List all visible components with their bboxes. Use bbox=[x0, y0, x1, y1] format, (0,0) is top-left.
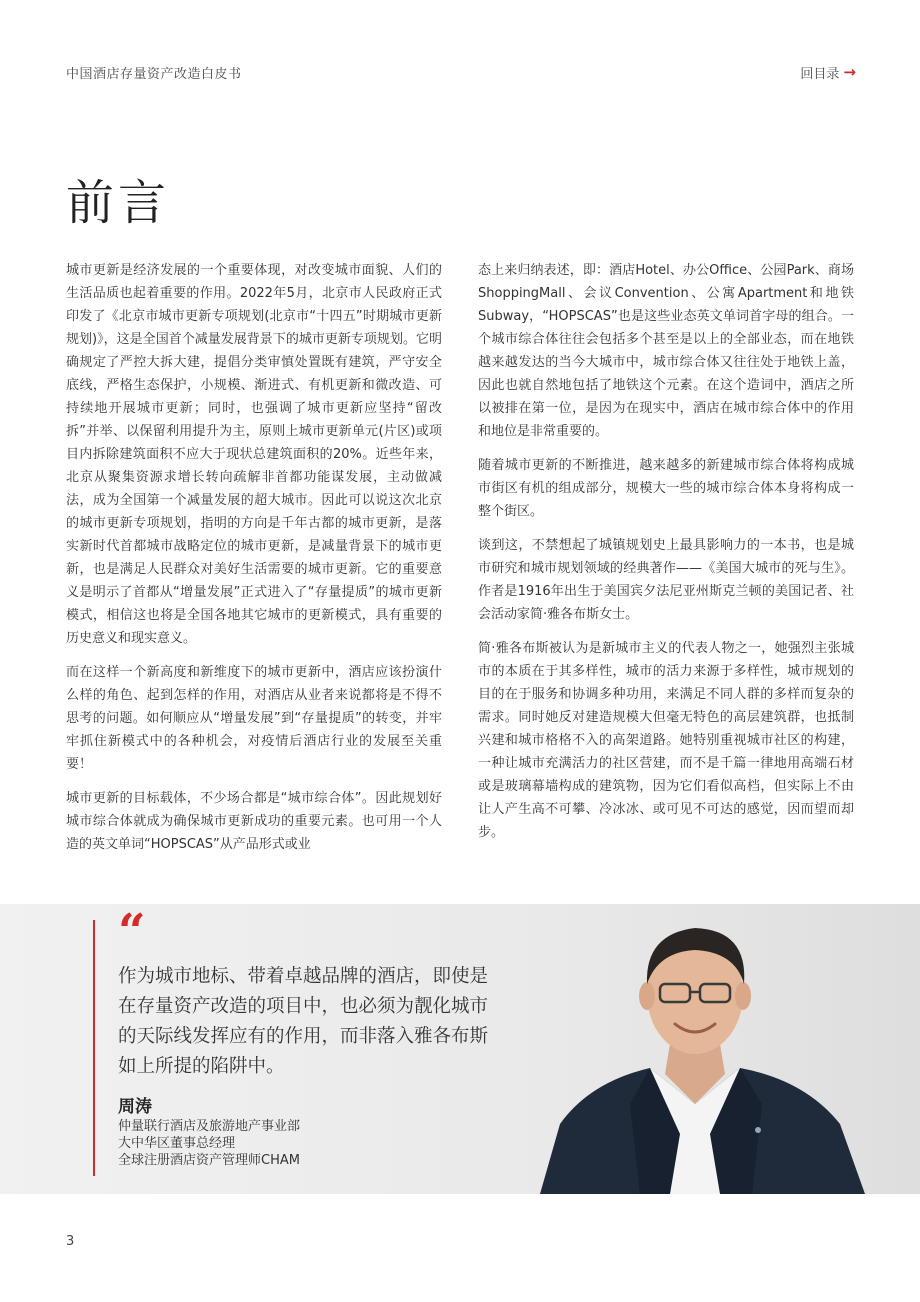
quote-text: 作为城市地标、带着卓越品牌的酒店，即使是在存量资产改造的项目中，也必须为靓化城市的天际线发挥应有的作用，而非落入雅各布斯如上所提的陷阱中。 bbox=[118, 966, 489, 1077]
author-portrait bbox=[520, 904, 880, 1194]
paragraph: 城市更新的目标载体，不少场合都是“城市综合体”。因此规划好城市综合体就成为确保城市更新成功的重要元素。也可用一个人造的英文单词“HOPSCAS”从产品形式或业 bbox=[66, 791, 442, 852]
arrow-right-icon: → bbox=[843, 63, 856, 81]
author-titles bbox=[118, 1118, 300, 1169]
page-title: 前言 bbox=[66, 175, 171, 231]
paragraph: 谈到这，不禁想起了城镇规划史上最具影响力的一本书，也是城市研究和城市规划领域的经典著作——《美国大城市的死与生》。作者是1916年出生于美国宾夕法尼亚州斯克兰顿的美国记者、社会活动家简·雅各布斯女士。 bbox=[478, 538, 854, 622]
quote-accent-bar bbox=[93, 920, 95, 1176]
right-text-column bbox=[478, 259, 854, 855]
page-number: 3 bbox=[66, 1234, 75, 1249]
back-to-contents-link[interactable] bbox=[800, 63, 856, 82]
document-header-title: 中国酒店存量资产改造白皮书 bbox=[66, 67, 242, 82]
quote-mark-icon: “ bbox=[118, 904, 146, 960]
quote-band bbox=[0, 904, 920, 1194]
author-title-line: 全球注册酒店资产管理师CHAM bbox=[118, 1153, 300, 1168]
left-text-column bbox=[66, 259, 442, 867]
paragraph: 而在这样一个新高度和新维度下的城市更新中，酒店应该扮演什么样的角色、起到怎样的作用，对酒店从业者来说都将是不得不思考的问题。如何顺应从“增量发展”到“存量提质”的转变，并牢牢抓住新模式中的各种机会，对疫情后酒店行业的发展至关重要！ bbox=[66, 665, 442, 772]
back-to-contents-label: 回目录 bbox=[800, 67, 840, 82]
paragraph: 简·雅各布斯被认为是新城市主义的代表人物之一，她强烈主张城市的本质在于其多样性，城市的活力来源于多样性，城市规划的目的在于服务和协调多种功用，来满足不同人群的多样而复杂的需求。同时她反对建造规模大但毫无特色的高层建筑群，也抵制兴建和城市格格不入的高架道路。她特别重视城市社区的构建，一种让城市充满活力的社区营建，而不是千篇一律地用高端石材或是玻璃幕墙构成的建筑物，因为它们看似高档，但实际上不由让人产生高不可攀、冷冰冰、或可见不可达的感觉，因而望而却步。 bbox=[478, 641, 854, 840]
paragraph: 城市更新是经济发展的一个重要体现，对改变城市面貌、人们的生活品质也起着重要的作用。2022年5月，北京市人民政府正式印发了《北京市城市更新专项规划(北京市“十四五”时期城市更新规划)》，这是全国首个减量发展背景下的城市更新专项规划。它明确规定了严控大拆大建，提倡分类审慎处置既有建筑，严守安全底线，严格生态保护，小规模、渐进式、有机更新和微改造、可持续地开展城市更新；同时，也强调了城市更新应坚持“留改拆”并举、以保留利用提升为主，原则上城市更新单元(片区)或项目内拆除建筑面积不应大于现状总建筑面积的20%。近些年来，北京从聚集资源求增长转向疏解非首都功能谋发展，主动做减法，成为全国第一个减量发展的超大城市。因此可以说这次北京的城市更新专项规划，指明的方向是千年古都的城市更新，是落实新时代首都城市战略定位的城市更新，是减量背景下的城市更新，也是满足人民群众对美好生活需要的城市更新。它的重要意义是明示了首都从“增量发展”正式进入了“存量提质”的城市更新模式，相信这也将是全国各地其它城市的更新模式，具有重要的历史意义和现实意义。 bbox=[66, 263, 442, 646]
paragraph: 态上来归纳表述，即：酒店Hotel、办公Office、公园Park、商场ShoppingMall、会议Convention、公寓Apartment和地铁Subway，“HOPSCAS”也是这些业态英文单词首字母的组合。一个城市综合体往往会包括多个甚至是以上的全部业态，而在地铁越来越发达的当今大城市中，城市综合体又往往处于地铁上盖，因此也就自然地包括了地铁这个元素。在这个造词中，酒店之所以被排在第一位，是因为在现实中，酒店在城市综合体中的作用和地位是非常重要的。 bbox=[478, 263, 854, 439]
paragraph: 随着城市更新的不断推进，越来越多的新建城市综合体将构成城市街区有机的组成部分，规模大一些的城市综合体本身将构成一整个街区。 bbox=[478, 458, 854, 519]
author-name: 周涛 bbox=[118, 1097, 152, 1117]
author-title-line: 大中华区董事总经理 bbox=[118, 1136, 236, 1151]
author-title-line: 仲量联行酒店及旅游地产事业部 bbox=[118, 1119, 301, 1134]
